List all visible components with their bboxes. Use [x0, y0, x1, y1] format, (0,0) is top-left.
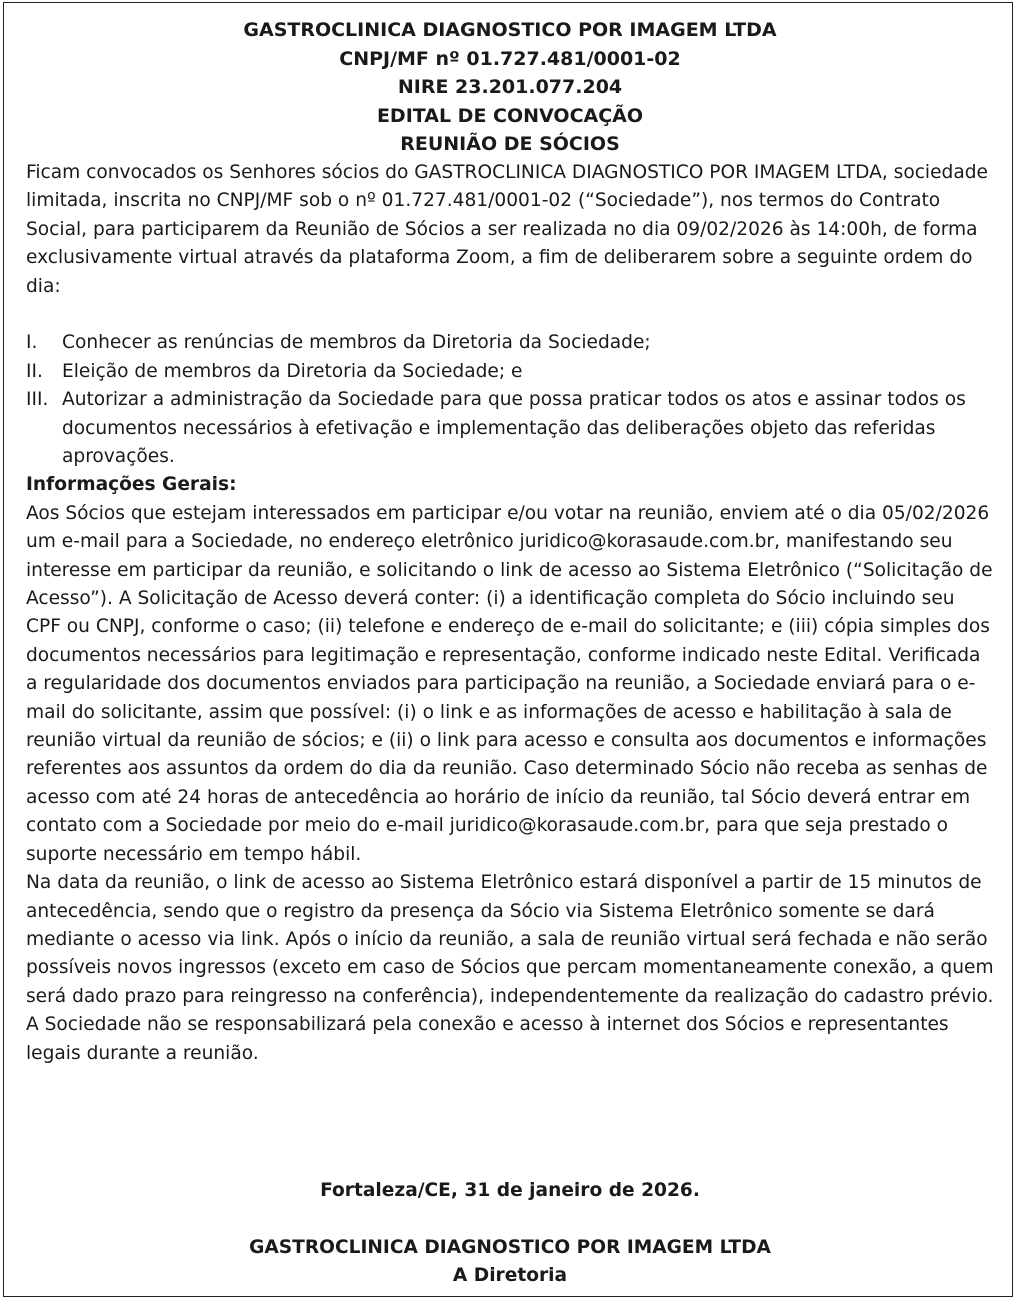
company-name: GASTROCLINICA DIAGNOSTICO POR IMAGEM LTDA	[243, 19, 777, 41]
notice-title: EDITAL DE CONVOCAÇÃO	[376, 104, 644, 127]
cnpj-number: CNPJ/MF nº 01.727.481/0001-02	[339, 47, 681, 70]
footer-signature	[26, 1234, 994, 1291]
general-info-heading: Informações Gerais:	[26, 474, 237, 496]
agenda-item-text: Eleição de membros da Diretoria da Sociedade; e	[62, 360, 523, 382]
agenda-list	[26, 329, 994, 471]
general-info-paragraph-1: Aos Sócios que estejam interessados em participar e/ou votar na reunião, enviem até o dia 05/02/2026 um e-mail para a Sociedade, no endereço eletrônico juridico@korasaude.com.br, manifestando seu interesse em participar da reunião, e solicitando o link de acesso ao Sistema Eletrônico (“Solicitação de Acesso”). A Solicitação de Acesso deverá conter: (i) a identificação completa do Sócio incluindo seu CPF ou CNPJ, conforme o caso; (ii) telefone e endereço de e-mail do solicitante; e (iii) cópia simples dos documentos necessários para legitimação e representação, conforme indicado neste Edital. Verificada a regularidade dos documentos enviados para participação na reunião, a Sociedade enviará para o e-mail do solicitante, assim que possível: (i) o link e as informações de acesso e habilitação à sala de reunião virtual da reunião de sócios; e (ii) o link para acesso e consulta aos documentos e informações referentes aos assuntos da ordem do dia da reunião. Caso determinado Sócio não receba as senhas de acesso com até 24 horas de antecedência ao horário de início da reunião, tal Sócio deverá entrar em contato com a Sociedade por meio do e-mail juridico@korasaude.com.br, para que seja prestado o suporte necessário em tempo hábil.	[26, 502, 993, 865]
agenda-item-number: II.	[26, 360, 43, 382]
agenda-item-text: Autorizar a administração da Sociedade para que possa praticar todos os atos e assinar todos os documentos necessários à efetivação e implementação das deliberações objeto das referidas aprovações.	[62, 389, 966, 468]
agenda-item-number: III.	[26, 389, 49, 411]
notice-page	[3, 2, 1013, 1297]
footer-company-name: GASTROCLINICA DIAGNOSTICO POR IMAGEM LTDA	[249, 1237, 771, 1258]
agenda-item-text: Conhecer as renúncias de membros da Diretoria da Sociedade;	[62, 332, 651, 354]
intro-paragraph: Ficam convocados os Senhores sócios do GASTROCLINICA DIAGNOSTICO POR IMAGEM LTDA, sociedade limitada, inscrita no CNPJ/MF sob o nº 01.727.481/0001-02 (“Sociedade”), nos termos do Contrato Social, para participarem da Reunião de Sócios a ser realizada no dia 09/02/2026 às 14:00h, de forma exclusivamente virtual através da plataforma Zoom, a fim de deliberarem sobre a seguinte ordem do dia:	[26, 161, 988, 297]
notice-subtitle: REUNIÃO DE SÓCIOS	[400, 133, 620, 156]
general-info-paragraph-2: Na data da reunião, o link de acesso ao Sistema Eletrônico estará disponível a partir de 15 minutos de antecedência, sendo que o registro da presença da Sócio via Sistema Eletrônico somente se dará mediante o acesso via link. Após o início da reunião, a sala de reunião virtual será fechada e não serão possíveis novos ingressos (exceto em caso de Sócios que percam momentaneamente conexão, a quem será dado prazo para reingresso na conferência), independentemente da realização do cadastro prévio. A Sociedade não se responsabilizará pela conexão e acesso à internet dos Sócios e representantes legais durante a reunião.	[26, 872, 994, 1064]
agenda-item	[26, 329, 994, 357]
nire-number: NIRE 23.201.077.204	[397, 76, 623, 99]
agenda-item-number: I.	[26, 332, 38, 354]
place-and-date: Fortaleza/CE, 31 de janeiro de 2026.	[320, 1180, 700, 1201]
notice-content	[26, 16, 994, 1068]
agenda-item	[26, 358, 994, 386]
footer-board: A Diretoria	[452, 1265, 568, 1287]
agenda-item	[26, 386, 994, 471]
